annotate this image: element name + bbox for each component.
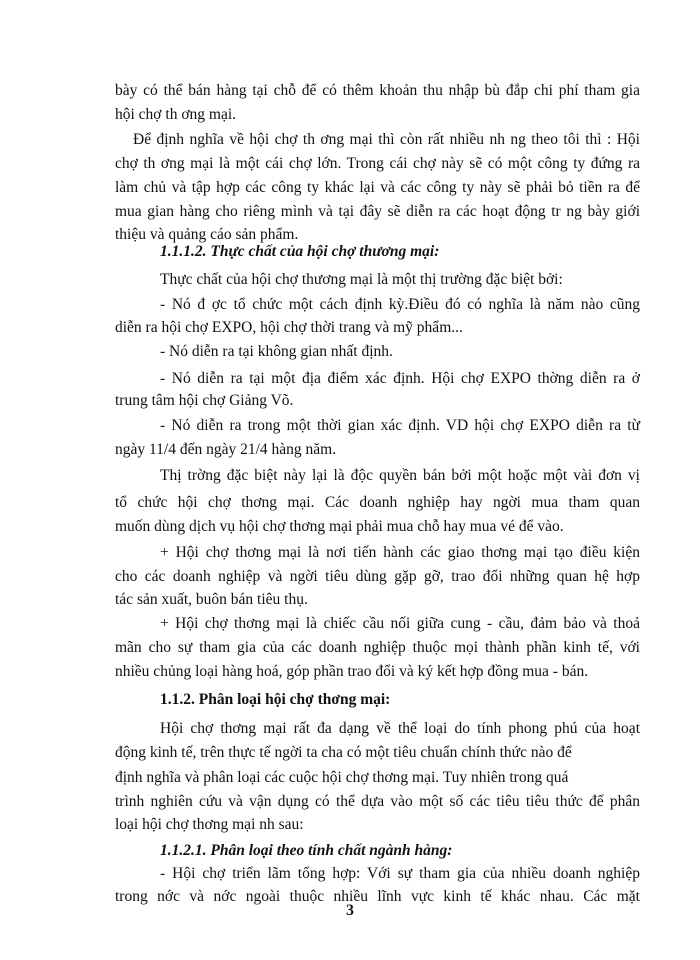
text-line: ngày 11/4 đến ngày 21/4 hàng năm. bbox=[115, 441, 337, 458]
text-line: - Hội chợ triển lãm tổng hợp: Với sự tham gia của nhiều doanh nghiệp bbox=[160, 865, 640, 882]
text-line: trung tâm hội chợ Giảng Võ. bbox=[115, 392, 294, 409]
section-heading: 1.1.1.2. Thực chất của hội chợ thương mại: bbox=[160, 243, 440, 260]
text-line: - Nó đ ợc tổ chức một cách định kỳ.Điều đó có nghĩa là năm nào cũng bbox=[160, 296, 640, 313]
text-line: động kinh tế, trên thực tế ngời ta cha có một tiêu chuẩn chính thức nào để bbox=[115, 744, 572, 761]
text-line: nhiều chủng loại hàng hoá, góp phần trao đổi và ký kết hợp đồng mua - bán. bbox=[115, 663, 589, 680]
text-line: chợ th ơng mại là một cái chợ lớn. Trong cái chợ này sẽ có một công ty đứng ra bbox=[115, 155, 640, 172]
text-line: - Nó diễn ra trong một thời gian xác định. VD hội chợ EXPO diễn ra từ bbox=[160, 417, 640, 434]
text-line: trình nghiên cứu và vận dụng có thể dựa vào một số các tiêu tiêu thức để phân bbox=[115, 793, 640, 810]
text-line: Thực chất của hội chợ thương mại là một thị trường đặc biệt bởi: bbox=[160, 271, 563, 288]
text-line: cho các doanh nghiệp và ngời tiêu dùng gặp gỡ, trao đổi những quan hệ hợp bbox=[115, 568, 640, 585]
section-heading: 1.1.2.1. Phân loại theo tính chất ngành hàng: bbox=[160, 842, 453, 859]
text-line: + Hội chợ thơng mại là nơi tiến hành các giao thơng mại tạo điều kiện bbox=[160, 544, 640, 561]
text-line: định nghĩa và phân loại các cuộc hội chợ thơng mại. Tuy nhiên trong quá bbox=[115, 769, 569, 786]
section-heading: 1.1.2. Phân loại hội chợ thơng mại: bbox=[160, 691, 391, 708]
text-line: bày có thể bán hàng tại chỗ để có thêm khoản thu nhập bù đắp chi phí tham gia bbox=[115, 82, 640, 99]
text-line: loại hội chợ thơng mại nh sau: bbox=[115, 816, 304, 833]
text-line: mua gian hàng cho riêng mình và tại đây sẽ diễn ra các hoạt động tr ng bày giới bbox=[115, 203, 640, 220]
text-line: mãn cho sự tham gia của các doanh nghiệp thuộc mọi thành phần kinh tế, với bbox=[115, 639, 640, 656]
text-line: - Nó diễn ra tại một địa điểm xác định. Hội chợ EXPO thờng diễn ra ở bbox=[160, 370, 640, 387]
text-line: hội chợ th ơng mại. bbox=[115, 106, 237, 123]
text-line: muốn dùng dịch vụ hội chợ thơng mại phải mua chỗ hay mua vé để vào. bbox=[115, 518, 564, 535]
text-line: trong nớc và nớc ngoài thuộc nhiều lĩnh vực kinh tế khác nhau. Các mặt bbox=[115, 888, 640, 905]
text-line: tác sản xuất, buôn bán tiêu thụ. bbox=[115, 591, 308, 608]
text-line: diễn ra hội chợ EXPO, hội chợ thời trang và mỹ phẩm... bbox=[115, 319, 463, 336]
text-line: Để định nghĩa về hội chợ th ơng mại thì còn rất nhiều nh ng theo tôi thì : Hội bbox=[133, 131, 640, 148]
text-line: thiệu và quảng cáo sản phẩm. bbox=[115, 226, 299, 243]
text-line: Hội chợ thơng mại rất đa dạng về thể loại do tính phong phú của hoạt bbox=[160, 720, 640, 737]
text-line: Thị trờng đặc biệt này lại là độc quyền bán bởi một hoặc một vài đơn vị bbox=[160, 467, 640, 484]
text-line: + Hội chợ thơng mại là chiếc cầu nối giữa cung - cầu, đảm bảo và thoả bbox=[160, 615, 640, 632]
page-number: 3 bbox=[346, 902, 354, 919]
text-line: - Nó diễn ra tại không gian nhất định. bbox=[160, 343, 393, 360]
text-line: tổ chức hội chợ thơng mại. Các doanh nghiệp hay ngời mua tham quan bbox=[115, 494, 640, 511]
text-line: làm chủ và tập hợp các công ty khác lại và các công ty này sẽ phải bỏ tiền ra để bbox=[115, 179, 640, 196]
